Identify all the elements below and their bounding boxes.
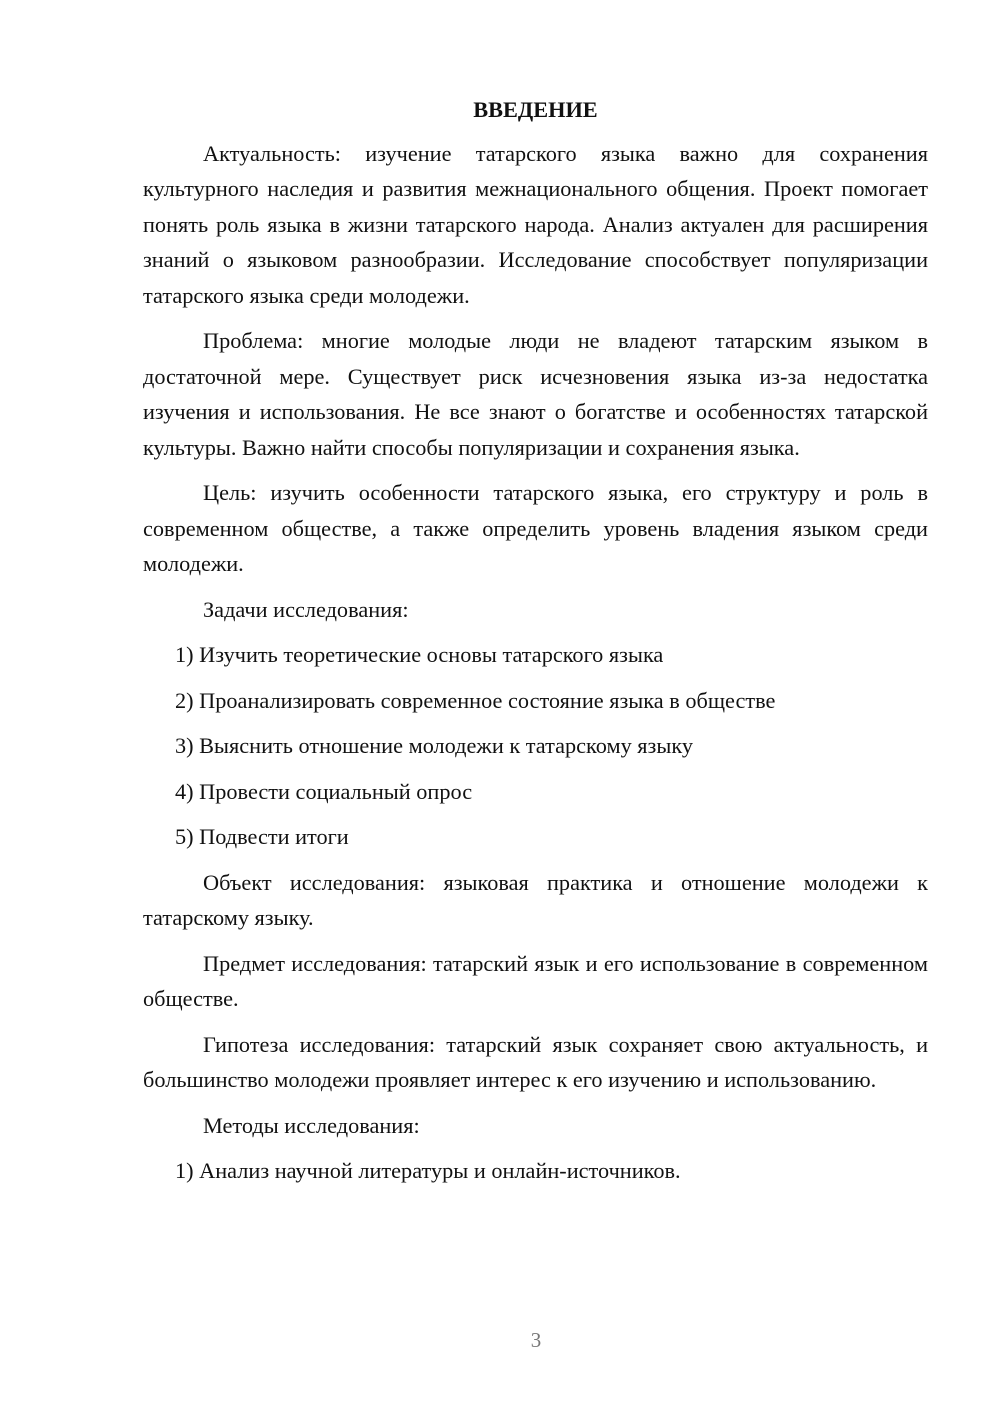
page-content: [143, 92, 928, 1199]
relevance-paragraph: Актуальность: изучение татарского языка важно для сохранения культурного наследия и развития межнационального общения. Проект помогает понять роль языка в жизни татарского народа. Анализ актуален для расширения знаний о языковом разнообразии. Исследование способствует популяризации татарского языка среди молодежи.: [143, 140, 928, 308]
subject-paragraph: Предмет исследования: татарский язык и его использование в современном обществе.: [143, 950, 928, 1011]
hypothesis-paragraph: Гипотеза исследования: татарский язык сохраняет свою актуальность, и большинство молодежи проявляет интерес к его изучению и использованию.: [143, 1031, 928, 1092]
tasks-list: [143, 637, 928, 855]
object-paragraph: Объект исследования: языковая практика и отношение молодежи к татарскому языку.: [143, 869, 928, 930]
goal-paragraph: Цель: изучить особенности татарского языка, его структуру и роль в современном обществе, а также определить уровень владения языком среди молодежи.: [143, 480, 928, 576]
list-item: 3) Выяснить отношение молодежи к татарскому языку: [175, 733, 693, 758]
methods-heading: Методы исследования:: [203, 1112, 420, 1138]
list-item: 2) Проанализировать современное состояние языка в обществе: [175, 687, 776, 713]
page-title: ВВЕДЕНИЕ: [473, 97, 598, 122]
methods-list: [143, 1153, 928, 1189]
problem-paragraph: Проблема: многие молодые люди не владеют татарским языком в достаточной мере. Существует риск исчезновения языка из-за недостатка изучения и использования. Не все знают о богатстве и особенностях татарской культуры. Важно найти способы популяризации и сохранения языка.: [143, 328, 928, 460]
page-number: 3: [530, 1328, 542, 1352]
list-item: 4) Провести социальный опрос: [175, 778, 473, 804]
list-item: 1) Изучить теоретические основы татарского языка: [175, 642, 664, 667]
tasks-heading: Задачи исследования:: [203, 596, 409, 622]
list-item: 1) Анализ научной литературы и онлайн-источников.: [175, 1158, 681, 1183]
list-item: 5) Подвести итоги: [175, 824, 349, 849]
